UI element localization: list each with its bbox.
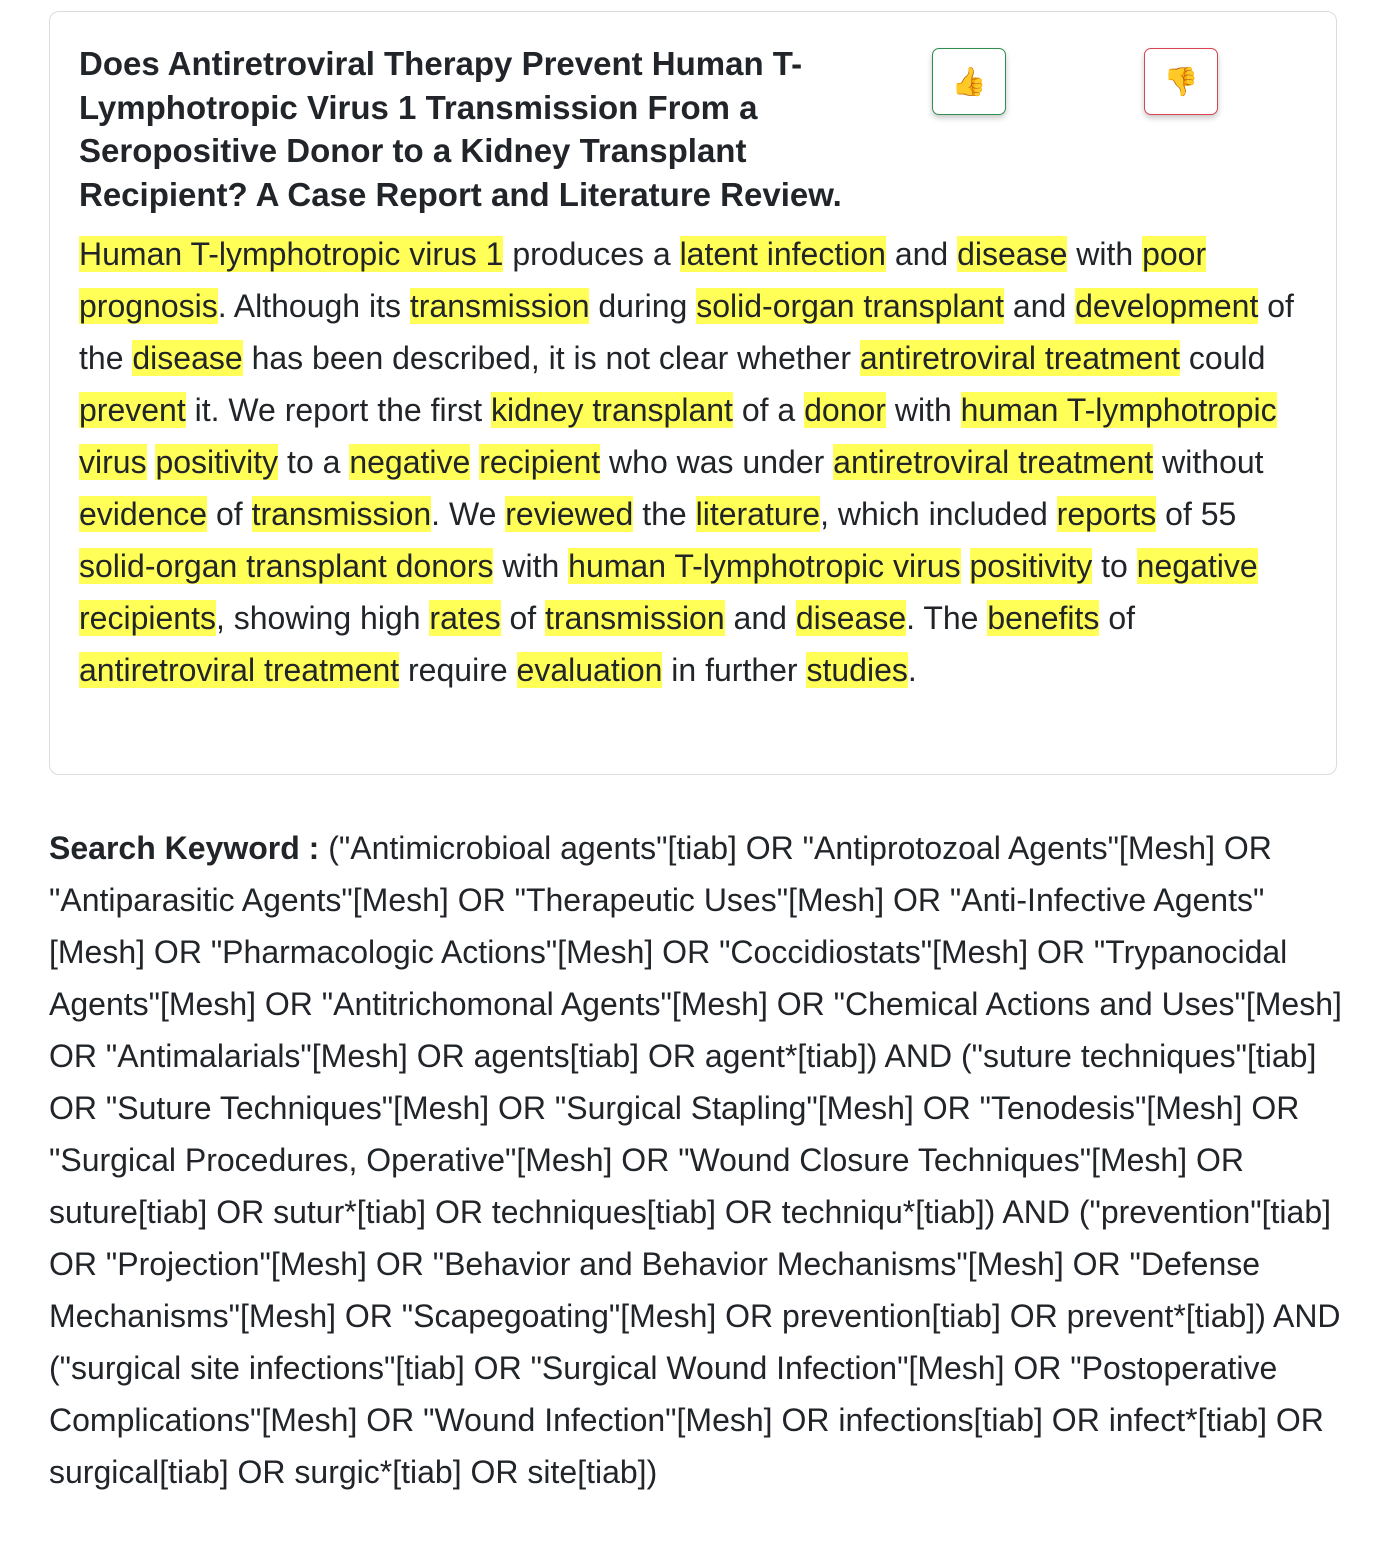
abstract-text: could xyxy=(1180,340,1266,376)
thumbs-up-button[interactable] xyxy=(932,48,1006,115)
abstract-text: with xyxy=(493,548,569,584)
highlighted-term: solid-organ transplant donors xyxy=(79,548,494,584)
abstract-text: it. We report the first xyxy=(185,392,492,428)
highlighted-term: disease xyxy=(795,600,907,636)
abstract-text: in further xyxy=(662,652,807,688)
highlighted-term: positivity xyxy=(155,444,279,480)
highlighted-term: disease xyxy=(957,236,1068,272)
article-abstract xyxy=(79,228,1319,696)
highlighted-term: donor xyxy=(804,392,886,428)
abstract-text: with xyxy=(885,392,961,428)
abstract-text: . xyxy=(907,652,917,688)
highlighted-term: human T-lymphotropic virus xyxy=(568,548,961,584)
abstract-text: of a xyxy=(732,392,805,428)
highlighted-term: reports xyxy=(1056,496,1157,532)
abstract-text: of the xyxy=(79,288,1294,376)
abstract-text xyxy=(470,444,479,480)
highlighted-term: studies xyxy=(806,652,908,688)
highlighted-term: evaluation xyxy=(516,652,663,688)
highlighted-term: human T-lymphotropic virus xyxy=(79,392,1277,480)
highlighted-term: negative xyxy=(349,444,471,480)
abstract-text: during xyxy=(589,288,697,324)
highlighted-term: positivity xyxy=(969,548,1093,584)
abstract-text: , which included xyxy=(820,496,1057,532)
highlighted-term: evidence xyxy=(79,496,208,532)
highlighted-term: negative xyxy=(1136,548,1258,584)
abstract-text: the xyxy=(633,496,696,532)
highlighted-term: reviewed xyxy=(505,496,634,532)
abstract-text: require xyxy=(399,652,517,688)
abstract-text: has been described, it is not clear whether xyxy=(242,340,860,376)
highlighted-term: kidney transplant xyxy=(491,392,733,428)
highlighted-term: transmission xyxy=(251,496,432,532)
abstract-text: of xyxy=(500,600,546,636)
abstract-text: who was under xyxy=(600,444,834,480)
highlighted-term: literature xyxy=(695,496,821,532)
highlighted-term: antiretroviral treatment xyxy=(833,444,1154,480)
abstract-text: of 55 xyxy=(1156,496,1237,532)
thumbs-down-button[interactable] xyxy=(1144,48,1218,115)
highlighted-term: recipients xyxy=(79,600,216,636)
highlighted-term: development xyxy=(1075,288,1259,324)
highlighted-term: transmission xyxy=(545,600,725,636)
highlighted-term: latent infection xyxy=(679,236,886,272)
abstract-text: and xyxy=(885,236,958,272)
abstract-text: . The xyxy=(906,600,988,636)
abstract-text: of xyxy=(1099,600,1135,636)
article-title: Does Antiretroviral Therapy Prevent Human T-Lymphotropic Virus 1 Transmission From a Seropositive Donor to a Kidney Transplant Recipient? A Case Report and Literature Review. xyxy=(79,45,842,213)
highlighted-term: prevent xyxy=(79,392,186,428)
abstract-text: to xyxy=(1092,548,1137,584)
search-keyword-label: Search Keyword : xyxy=(49,830,320,866)
abstract-text: produces a xyxy=(503,236,680,272)
abstract-text: . We xyxy=(431,496,506,532)
abstract-text: . Although its xyxy=(217,288,410,324)
highlighted-term: recipient xyxy=(479,444,601,480)
abstract-text: to a xyxy=(278,444,350,480)
abstract-text: and xyxy=(1003,288,1076,324)
highlighted-term: antiretroviral treatment xyxy=(859,340,1181,376)
abstract-text: without xyxy=(1153,444,1264,480)
search-keyword-query: ("Antimicrobioal agents"[tiab] OR "Antiprotozoal Agents"[Mesh] OR "Antiparasitic Agents"[Mesh] OR "Therapeutic Uses"[Mesh] OR "Anti-Infective Agents"[Mesh] OR "Pharmacologic Actions"[Mesh] OR "Coccidiostats"[Mesh] OR "Trypanocidal Agents"[Mesh] OR "Antitrichomonal Agents"[Mesh] OR "Chemical Actions and Uses"[Mesh] OR "Antimalarials"[Mesh] OR agents[tiab] OR agent*[tiab]) AND ("suture techniques"[tiab] OR "Suture Techniques"[Mesh] OR "Surgical Stapling"[Mesh] OR "Tenodesis"[Mesh] OR "Surgical Procedures, Operative"[Mesh] OR "Wound Closure Techniques"[Mesh] OR suture[tiab] OR sutur*[tiab] OR techniques[tiab] OR techniqu*[tiab]) AND ("prevention"[tiab] OR "Projection"[Mesh] OR "Behavior and Behavior Mechanisms"[Mesh] OR "Defense Mechanisms"[Mesh] OR "Scapegoating"[Mesh] OR prevention[tiab] OR prevent*[tiab]) AND ("surgical site infections"[tiab] OR "Surgical Wound Infection"[Mesh] OR "Postoperative Complications"[Mesh] OR "Wound Infection"[Mesh] OR infections[tiab] OR infect*[tiab] OR surgical[tiab] OR surgic*[tiab] OR site[tiab]) xyxy=(49,830,1342,1490)
abstract-text: of xyxy=(207,496,252,532)
highlighted-term: antiretroviral treatment xyxy=(79,652,400,688)
highlighted-term: disease xyxy=(132,340,243,376)
abstract-text: and xyxy=(724,600,796,636)
abstract-text xyxy=(961,548,970,584)
highlighted-term: poor prognosis xyxy=(79,236,1207,324)
thumbs-down-icon: 👎 xyxy=(1163,66,1199,97)
abstract-text: , showing high xyxy=(215,600,430,636)
highlighted-term: Human T-lymphotropic virus 1 xyxy=(79,236,504,272)
article-card xyxy=(49,11,1337,775)
highlighted-term: transmission xyxy=(409,288,590,324)
abstract-text: with xyxy=(1067,236,1143,272)
search-keyword xyxy=(49,822,1344,1498)
highlighted-term: solid-organ transplant xyxy=(696,288,1004,324)
highlighted-term: benefits xyxy=(987,600,1100,636)
thumbs-up-icon: 👍 xyxy=(951,66,987,97)
highlighted-term: rates xyxy=(429,600,501,636)
